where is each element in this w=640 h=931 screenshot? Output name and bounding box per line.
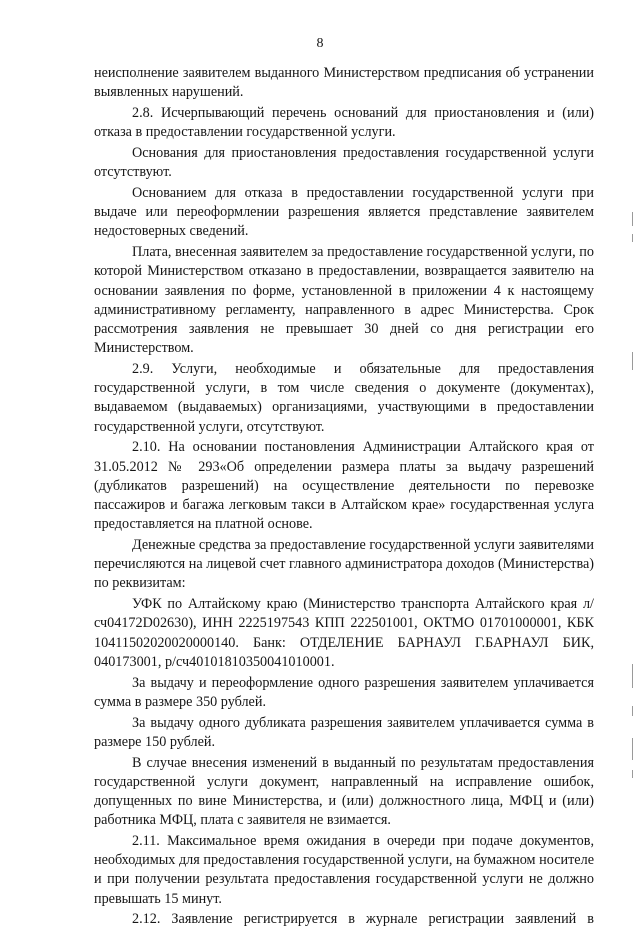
scan-edge-mark: [632, 234, 633, 242]
page-number: 8: [316, 36, 324, 51]
paragraph: Основанием для отказа в предоставлении государственной услуги при выдаче или переоформлении разрешения является представление заявителем недостоверных сведений.: [94, 185, 594, 240]
paragraph: Плата, внесенная заявителем за предоставление государственной услуги, по которой Министерством отказано в предоставлении, возвращается заявителю на основании заявления по форме, установленной в приложении 4 к настоящему административному регламенту, направленного в адрес Министерства. Срок рассмотрения заявления не превышает 30 дней со дня регистрации его Министерством.: [94, 244, 594, 357]
scan-edge-mark: [632, 664, 633, 688]
scan-edge-mark: [632, 770, 633, 778]
scan-edge-mark: [632, 212, 633, 226]
document-body: [94, 64, 594, 931]
paragraph: За выдачу одного дубликата разрешения заявителем уплачивается сумма в размере 150 рублей.: [94, 714, 594, 750]
paragraph: 2.8. Исчерпывающий перечень оснований для приостановления и (или) отказа в предоставлении государственной услуги.: [94, 105, 594, 141]
paragraph: Основания для приостановления предоставления государственной услуги отсутствуют.: [94, 145, 594, 181]
paragraph: 2.9. Услуги, необходимые и обязательные для предоставления государственной услуги, в том числе сведения о документе (документах), выдаваемом (выдаваемых) организациями, участвующими в предоставлении государственной услуги, отсутствуют.: [94, 361, 594, 435]
paragraph: неисполнение заявителем выданного Министерством предписания об устранении выявленных нарушений.: [94, 65, 594, 101]
scan-edge-mark: [632, 706, 633, 716]
paragraph: 2.11. Максимальное время ожидания в очереди при подаче документов, необходимых для предоставления государственной услуги, на бумажном носителе и при получении результата предоставления государственной услуги не должно превышать 15 минут.: [94, 833, 594, 907]
paragraph: 2.12. Заявление регистрируется в журнале регистрации заявлений в: [132, 911, 594, 928]
paragraph: 2.10. На основании постановления Администрации Алтайского края от 31.05.2012 № 293«Об определении размера платы за выдачу разрешений (дубликатов разрешений) на осуществление деятельности по перевозке пассажиров и багажа легковым такси в Алтайском крае» государственная услуга предоставляется на платной основе.: [94, 439, 594, 533]
paragraph: Денежные средства за предоставление государственной услуги заявителями перечисляются на лицевой счет главного администратора доходов (Министерства) по реквизитам:: [94, 537, 594, 592]
paragraph: В случае внесения изменений в выданный по результатам предоставления государственной услуги документ, направленный на исправление ошибок, допущенных по вине Министерства, и (или) должностного лица, МФЦ и (или) работника МФЦ, плата с заявителя не взимается.: [94, 754, 594, 829]
paragraph: За выдачу и переоформление одного разрешения заявителем уплачивается сумма в размере 350 рублей.: [94, 674, 594, 710]
scan-edge-mark: [632, 352, 633, 370]
paragraph: УФК по Алтайскому краю (Министерство транспорта Алтайского края л/сч04172D02630), ИНН 2225197543 КПП 222501001, ОКТМО 01701000001, КБК 10411502020020000140. Банк: ОТДЕЛЕНИЕ БАРНАУЛ Г.БАРНАУЛ БИК, 040173001, р/сч40101810350041010001.: [94, 596, 594, 670]
scan-edge-mark: [632, 738, 633, 760]
